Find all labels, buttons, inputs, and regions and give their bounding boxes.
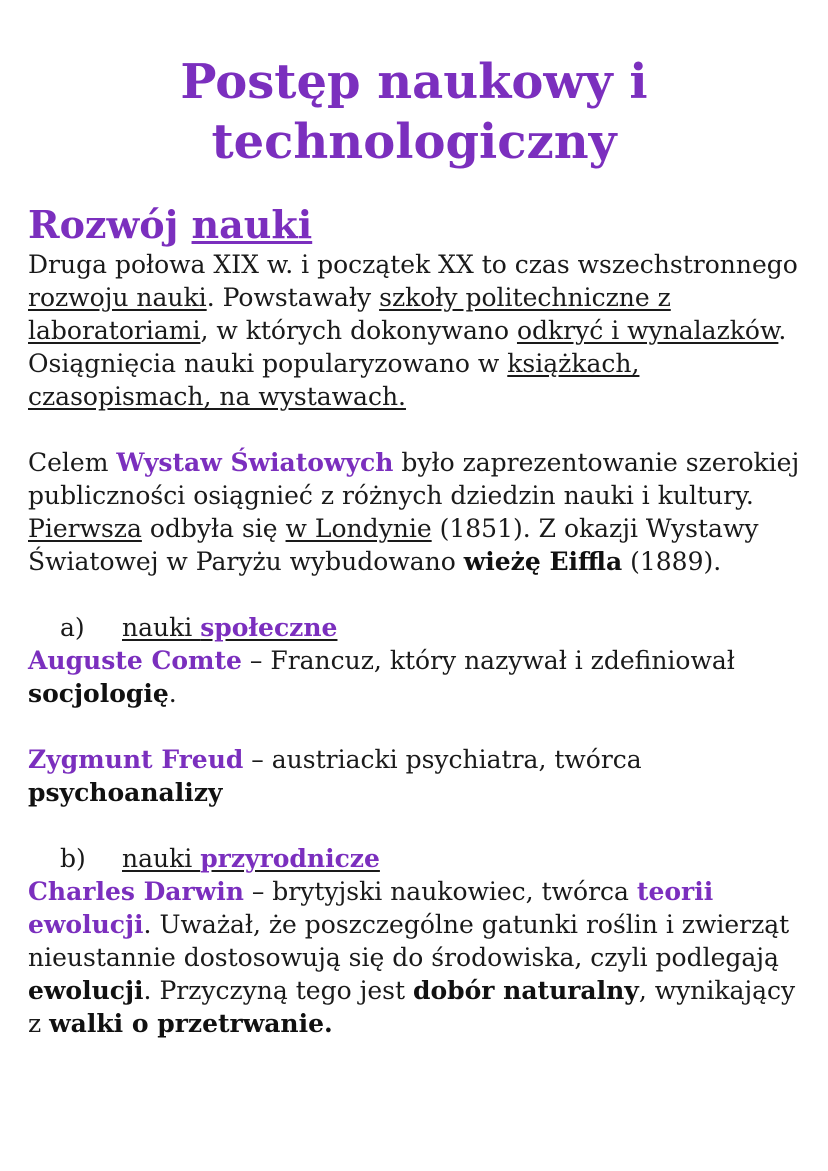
heading-part-2: nauki xyxy=(191,202,313,247)
darwin-paragraph: Charles Darwin – brytyjski naukowiec, twórca teorii ewolucji. Uważał, że poszczególne gatunki roślin i zwierząt nieustannie dostosowują się do środowiska, czyli podlegają ewolucji. Przyczyną tego jest dobór naturalny, wynikający z walki o przetrwanie. xyxy=(28,877,796,1038)
page-title xyxy=(28,52,800,172)
title-line-2: technologiczny xyxy=(211,114,617,170)
science-paragraph-2: Osiągnięcia nauki popularyzowano w książkach, czasopismach, na wystawach. xyxy=(28,349,640,411)
section-heading xyxy=(28,202,800,248)
freud-paragraph: Zygmunt Freud – austriacki psychiatra, twórca psychoanalizy xyxy=(28,745,642,807)
document-page xyxy=(28,52,800,1040)
comte-paragraph: Auguste Comte – Francuz, który nazywał i zdefiniował socjologię. xyxy=(28,646,735,708)
heading-part-1: Rozwój xyxy=(28,202,192,247)
list-item-social-sciences: a) nauki społeczne xyxy=(60,613,338,642)
science-paragraph-1: Druga połowa XIX w. i początek XX to czas wszechstronnego rozwoju nauki. Powstawały szkoły politechniczne z laboratoriami, w których dokonywano odkryć i wynalazków. xyxy=(28,250,798,345)
list-item-natural-sciences: b) nauki przyrodnicze xyxy=(60,844,380,873)
world-fairs-paragraph: Celem Wystaw Światowych było zaprezentowanie szerokiej publiczności osiągnieć z różnych dziedzin nauki i kultury. Pierwsza odbyła się w Londynie (1851). Z okazji Wystawy Światowej w Paryżu wybudowano wieżę Eiffla (1889). xyxy=(28,448,800,576)
title-line-1: Postęp naukowy i xyxy=(180,54,648,110)
